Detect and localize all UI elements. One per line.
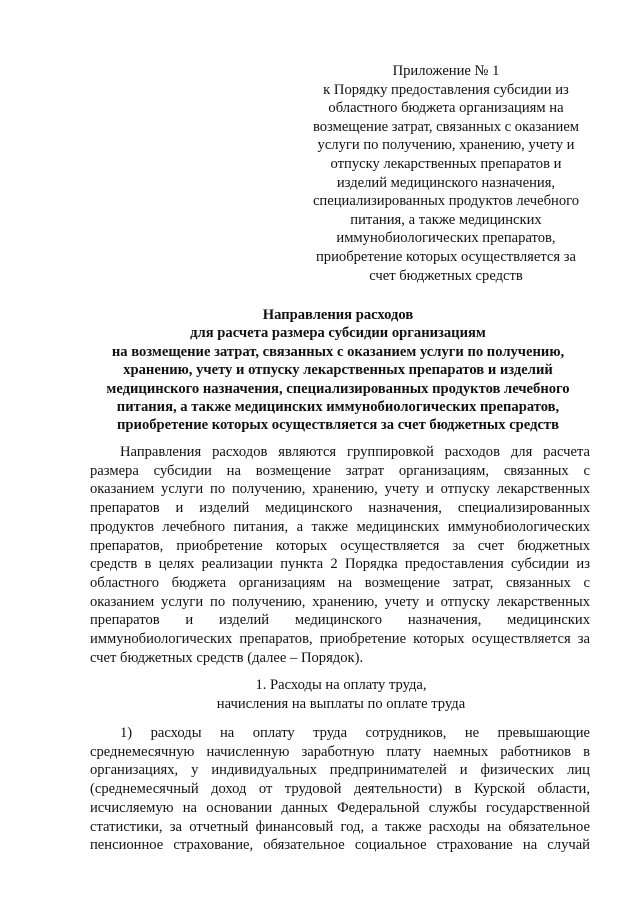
appendix-line: счет бюджетных средств <box>369 267 523 284</box>
paragraph-line: оказанием услуги по получению, хранению, учету и отпуску лекарственных <box>90 593 590 610</box>
appendix-line: изделий медицинского назначения, <box>336 174 556 191</box>
paragraph-line: 1) расходы на оплату труда сотрудников, не превышающие <box>120 725 590 741</box>
appendix-line: к Порядку предоставления субсидии из <box>323 81 569 98</box>
paragraph-line: (среднемесячный доход от трудовой деятельности) в Курской области, <box>90 781 590 798</box>
paragraph-line: счет бюджетных средств (далее – Порядок). <box>90 649 364 666</box>
paragraph-line: среднемесячную начисленную заработную плату наемных работников в <box>90 743 590 760</box>
title-line: медицинского назначения, специализированных продуктов лечебного <box>106 380 570 397</box>
paragraph-line: препаратов и изделий медицинского назначения, медицинских <box>90 612 590 629</box>
appendix-line: областного бюджета организациям на <box>328 100 564 117</box>
paragraph-line: пенсионное страхование, обязательное социальное страхование на случай <box>90 837 590 854</box>
appendix-header <box>296 62 596 285</box>
document-title <box>78 306 598 435</box>
appendix-line: приобретение которых осуществляется за <box>316 248 576 265</box>
title-line: для расчета размера субсидии организациям <box>190 325 486 342</box>
paragraph-line: препаратов и изделий медицинского назначения, специализированных <box>90 500 590 517</box>
paragraph-line: средств в целях реализации пункта 2 Порядка предоставления субсидии из <box>90 556 590 573</box>
intro-paragraph <box>90 443 590 667</box>
title-line: питания, а также медицинских иммунобиологических препаратов, <box>116 399 560 416</box>
paragraph-line: статистики, за отчетный финансовый год, а также расходы на обязательное <box>90 818 590 835</box>
appendix-line: специализированных продуктов лечебного <box>312 193 580 210</box>
section-heading <box>96 676 586 713</box>
paragraph-line: областного бюджета организациям на возмещение затрат, связанных с <box>90 574 590 591</box>
appendix-line: иммунобиологических препаратов, <box>336 230 556 247</box>
paragraph-line: организациях, у индивидуальных предпринимателей и физических лиц <box>90 762 590 779</box>
appendix-number: Приложение № 1 <box>392 63 500 79</box>
paragraph-line: оказанием услуги по получению, хранению, учету и отпуску лекарственных <box>90 481 590 498</box>
paragraph-line: иммунобиологических препаратов, приобретение которых осуществляется за <box>90 631 590 648</box>
section-heading-line: 1. Расходы на оплату труда, <box>255 677 427 693</box>
appendix-line: питания, а также медицинских <box>350 211 542 228</box>
section-heading-line: начисления на выплаты по оплате труда <box>216 695 466 712</box>
paragraph-line: препаратов, приобретение которых осуществляется за счет бюджетных <box>90 537 590 554</box>
paragraph-line: продуктов лечебного питания, а также медицинских иммунобиологических <box>90 518 590 535</box>
title-line: Направления расходов <box>262 307 414 323</box>
title-line: хранению, учету и отпуску лекарственных препаратов и изделий <box>123 362 553 379</box>
title-line: приобретение которых осуществляется за счет бюджетных средств <box>117 417 559 434</box>
paragraph-line: исчисляемую на основании данных Федеральной службы государственной <box>90 799 590 816</box>
appendix-line: отпуску лекарственных препаратов и <box>330 155 562 172</box>
item-paragraph <box>90 724 590 855</box>
paragraph-line: размера субсидии на возмещение затрат организациям, связанных с <box>90 462 590 479</box>
title-line: на возмещение затрат, связанных с оказанием услуги по получению, <box>111 343 565 360</box>
appendix-line: услуги по получению, хранению, учету и <box>317 137 575 154</box>
paragraph-line: Направления расходов являются группировкой расходов для расчета <box>120 444 590 460</box>
appendix-line: возмещение затрат, связанных с оказанием <box>312 118 580 135</box>
